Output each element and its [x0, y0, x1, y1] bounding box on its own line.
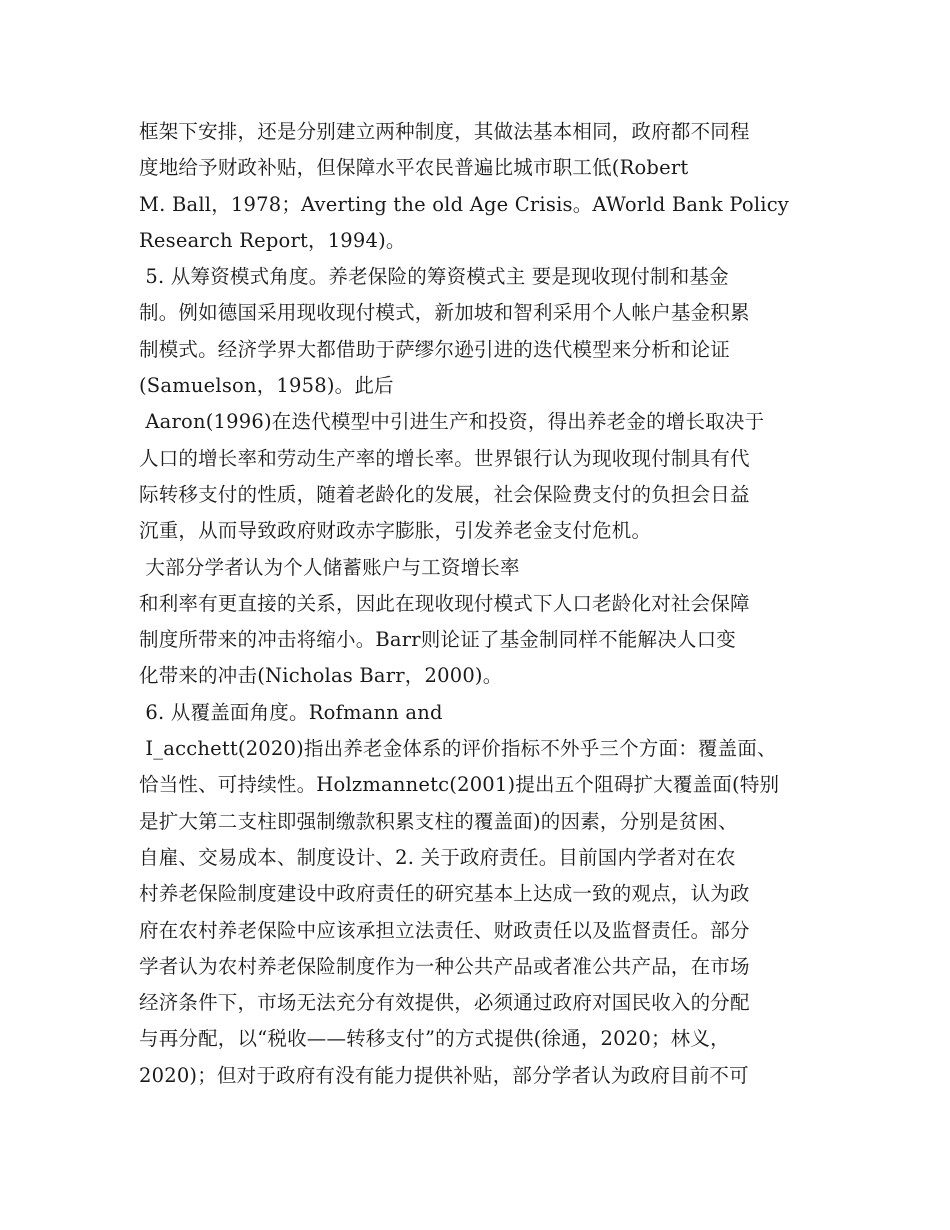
text-line: 村养老保险制度建设中政府责任的研究基本上达成一致的观点，认为政: [139, 882, 750, 906]
text-line: 5. 从筹资模式角度。养老保险的筹资模式主 要是现收现付制和基金: [139, 265, 729, 289]
text-line: 度地给予财政补贴，但保障水平农民普遍比城市职工低(Robert: [139, 156, 689, 180]
text-line: 框架下安排，还是分别建立两种制度，其做法基本相同，政府都不同程: [139, 120, 750, 143]
text-line: 是扩大第二支柱即强制缴款积累支柱的覆盖面)的因素，分别是贫困、: [139, 809, 738, 833]
text-line: 自雇、交易成本、制度设计、2. 关于政府责任。目前国内学者对在农: [139, 845, 736, 869]
text-line: 制度所带来的冲击将缩小。Barr则论证了基金制同样不能解决人口变: [139, 628, 736, 652]
text-line: 与再分配，以“税收——转移支付”的方式提供(徐通，2020；林义，: [139, 1027, 730, 1051]
text-line: 学者认为农村养老保险制度作为一种公共产品或者准公共产品，在市场: [139, 954, 750, 978]
text-line: M. Ball，1978；Averting the old Age Crisis。AWorld Bank Policy: [139, 192, 790, 216]
text-line: I_acchett(2020)指出养老金体系的评价指标不外乎三个方面：覆盖面、: [139, 737, 777, 761]
text-line: 恰当性、可持续性。Holzmannetc(2001)提出五个阻碍扩大覆盖面(特别: [139, 773, 780, 797]
text-line: Aaron(1996)在迭代模型中引进生产和投资，得出养老金的增长取决于: [139, 410, 765, 434]
text-line: 大部分学者认为个人储蓄账户与工资增长率: [139, 555, 520, 579]
text-line: 府在农村养老保险中应该承担立法责任、财政责任以及监督责任。部分: [139, 918, 750, 942]
text-line: 人口的增长率和劳动生产率的增长率。世界银行认为现收现付制具有代: [139, 446, 750, 470]
text-line: Research Report，1994)。: [139, 228, 406, 252]
text-line: 际转移支付的性质，随着老龄化的发展，社会保险费支付的负担会日益: [139, 482, 750, 506]
text-line: 沉重，从而导致政府财政赤字膨胀，引发养老金支付危机。: [139, 519, 652, 543]
text-line: (Samuelson，1958)。此后: [139, 374, 394, 398]
text-line: 经济条件下，市场无法充分有效提供，必须通过政府对国民收入的分配: [139, 991, 750, 1015]
text-line: 制。例如德国采用现收现付模式，新加坡和智利采用个人帐户基金积累: [139, 301, 750, 325]
text-line: 6. 从覆盖面角度。Rofmann and: [139, 700, 443, 724]
text-line: 制模式。经济学界大都借助于萨缪尔逊引进的迭代模型来分析和论证: [139, 337, 731, 361]
text-line: 和利率有更直接的关系，因此在现收现付模式下人口老龄化对社会保障: [139, 591, 750, 615]
body-text: [139, 114, 829, 1094]
text-line: 化带来的冲击(Nicholas Barr，2000)。: [139, 664, 503, 688]
text-line: 2020)；但对于政府有没有能力提供补贴，部分学者认为政府目前不可: [139, 1063, 749, 1087]
